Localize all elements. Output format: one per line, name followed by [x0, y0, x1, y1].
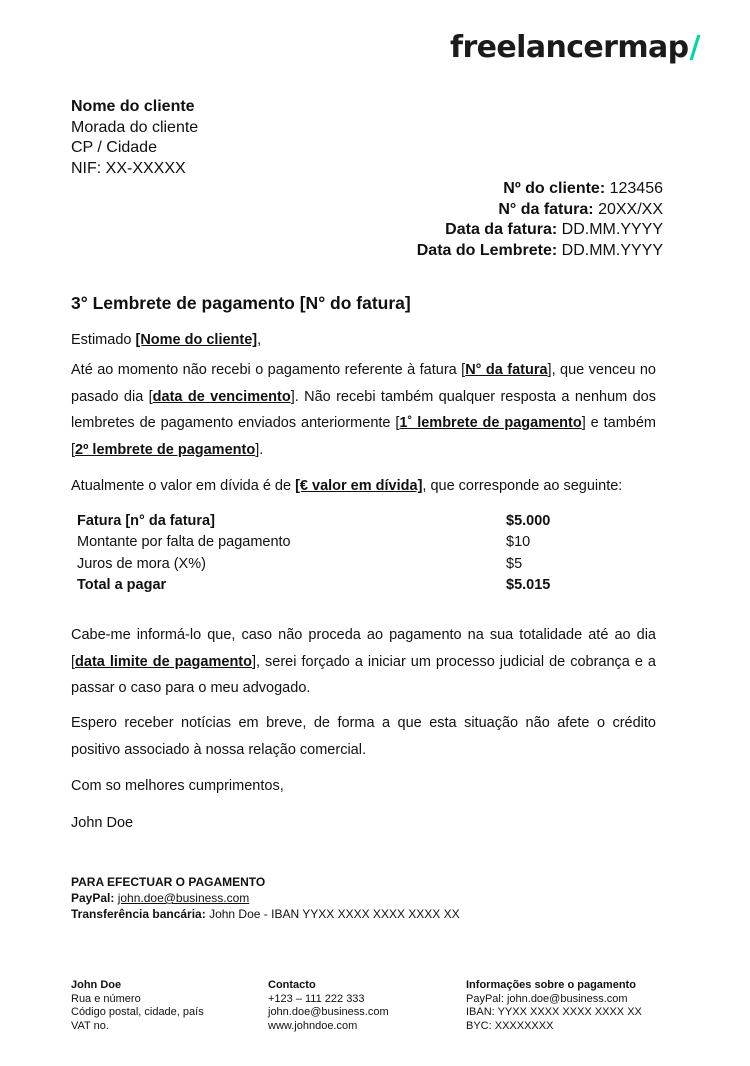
paypal-line	[71, 890, 460, 906]
salutation-suffix: ,	[257, 332, 262, 348]
row-value: $5.000	[506, 512, 551, 529]
signature: John Doe	[71, 815, 134, 831]
bank-transfer-label: Transferência bancária:	[71, 907, 206, 921]
invoice-number-line	[417, 200, 663, 221]
deadline-placeholder: data limite de pagamento	[75, 653, 252, 670]
row-label: Fatura [n° da fatura]	[77, 512, 215, 529]
footer-sender	[71, 979, 204, 1033]
client-number-label: Nº do cliente:	[503, 180, 606, 197]
due-date-placeholder: data de vencimento	[152, 388, 291, 405]
invoice-number-placeholder: N° da fatura	[465, 362, 548, 378]
bank-transfer-value: John Doe - IBAN YYXX XXXX XXXX XXXX XX	[209, 907, 460, 921]
footer-sender-vat: VAT no.	[71, 1019, 109, 1032]
table-row	[77, 553, 597, 575]
para1-text-1: Até ao momento não recebi o pagamento referente à fatura [	[71, 362, 466, 378]
client-number-line	[417, 179, 663, 200]
footer-contact-heading: Contacto	[268, 979, 316, 991]
footer-sender-city: Código postal, cidade, país	[71, 1006, 204, 1018]
paragraph-legal-warning	[71, 622, 656, 702]
salutation-prefix: Estimado	[71, 332, 136, 348]
footer-sender-street: Rua e número	[71, 992, 141, 1005]
footer-payment-info	[466, 979, 642, 1033]
invoice-number-value: 20XX/XX	[598, 200, 663, 218]
row-value: $5	[506, 555, 523, 572]
invoice-date-label: Data da fatura:	[445, 221, 558, 238]
footer-contact-phone: +123 – 111 222 333	[268, 992, 365, 1005]
invoice-number-label: N° da fatura:	[498, 200, 594, 218]
payment-block	[71, 874, 460, 922]
amount-due-placeholder: [€ valor em dívida]	[295, 478, 423, 494]
para2-text-2: , que corresponde ao seguinte:	[422, 478, 623, 494]
invoice-date-value: DD.MM.YYYY	[561, 221, 663, 238]
second-reminder-placeholder: 2º lembrete de pagamento	[75, 441, 256, 458]
para1-text-3: ]. Não recebi também qualquer resposta a nenhum dos lembretes de pagamento enviados anteriormente [	[71, 388, 656, 431]
client-address: Morada do cliente	[71, 118, 199, 136]
letter-title: 3° Lembrete de pagamento [N° do fatura]	[71, 293, 411, 313]
client-name: Nome do cliente	[71, 98, 195, 115]
bank-transfer-line	[71, 906, 460, 922]
para3-text-2: ], serei forçado a iniciar um processo judicial de cobrança e a passar o caso para o meu advogado.	[71, 653, 656, 696]
para2-text-1: Atualmente o valor em dívida é de	[71, 478, 296, 494]
para1-text-5: ].	[255, 441, 264, 458]
paypal-label: PayPal:	[71, 891, 115, 905]
payment-heading-text: PARA EFECTUAR O PAGAMENTO	[71, 875, 266, 889]
row-value: $5.015	[506, 577, 551, 594]
reminder-date-value: DD.MM.YYYY	[561, 241, 663, 259]
footer-payment-paypal: PayPal: john.doe@business.com	[466, 992, 628, 1005]
footer-sender-heading: John Doe	[71, 979, 122, 991]
reminder-date-label: Data do Lembrete:	[416, 241, 558, 259]
reminder-date-line	[417, 241, 663, 262]
logo-text: freelancermap	[450, 30, 689, 65]
client-address-block	[71, 97, 198, 179]
client-name-placeholder: [Nome do cliente]	[135, 332, 258, 348]
row-label: Total a pagar	[77, 577, 167, 594]
client-nif: NIF: XX-XXXXX	[71, 159, 186, 177]
freelancermap-logo	[450, 30, 700, 65]
paragraph-amount-due	[71, 473, 656, 500]
paypal-email-link[interactable]: john.doe@business.com	[117, 891, 250, 905]
salutation	[71, 327, 656, 354]
footer-payment-iban: IBAN: YYXX XXXX XXXX XXXX XX	[466, 1006, 642, 1018]
row-label: Juros de mora (X%)	[77, 555, 206, 572]
para3-text-1: Cabe-me informá-lo que, caso não proceda ao pagamento na sua totalidade até ao dia [	[71, 627, 656, 670]
amount-table	[77, 510, 597, 596]
first-reminder-placeholder: 1˚ lembrete de pagamento	[399, 415, 582, 431]
client-city: CP / Cidade	[71, 139, 157, 156]
invoice-meta-block	[417, 179, 663, 261]
invoice-date-line	[417, 220, 663, 241]
row-value: $10	[506, 534, 531, 551]
table-row-total	[77, 575, 597, 597]
row-label: Montante por falta de pagamento	[77, 534, 291, 551]
para1-text-2: ], que venceu no pasado dia [	[71, 362, 656, 405]
closing: Com so melhores cumprimentos,	[71, 778, 284, 794]
footer-contact-email: john.doe@business.com	[268, 1006, 389, 1018]
footer-contact-website: www.johndoe.com	[268, 1019, 358, 1032]
footer-contact	[268, 979, 389, 1033]
payment-heading	[71, 874, 460, 890]
paragraph-hope: Espero receber notícias em breve, de forma a que esta situação não afete o crédito positivo associado à nossa relação comercial.	[71, 715, 656, 758]
table-row	[77, 510, 597, 532]
logo-slash: /	[689, 30, 700, 65]
footer-payment-heading: Informações sobre o pagamento	[466, 979, 636, 991]
table-row	[77, 532, 597, 554]
paragraph-overdue	[71, 357, 656, 463]
para1-text-4: ] e também [	[71, 415, 656, 458]
client-number-value: 123456	[609, 180, 663, 197]
footer-payment-byc: BYC: XXXXXXXX	[466, 1019, 554, 1032]
